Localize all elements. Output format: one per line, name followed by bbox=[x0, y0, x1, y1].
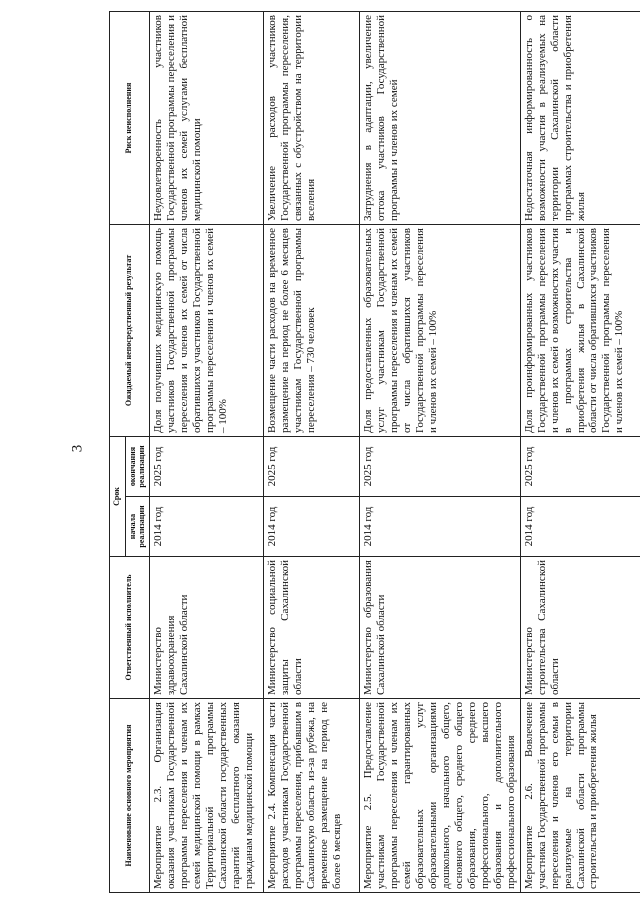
header-start: начала реализации bbox=[126, 497, 150, 557]
row-risks: Недостаточная информированность о возможности участия в реализуемых на территории Сахалинской области программах строительства и приобретения жилья bbox=[520, 12, 640, 225]
row-risks: Неудовлетворенность участников Государственной программы переселения и членов их семей услугами бесплатной медицинской помощи bbox=[150, 12, 264, 225]
rotated-table-wrapper bbox=[109, 12, 626, 893]
row-result: Доля проинформированных участников Государственной программы переселения и членов их семей о возможностях участия в программах строительства и приобретения жилья в Сахалинской области от числа обратившихся участников Государственной программы переселения и членов их семей – 100% bbox=[520, 225, 640, 437]
row-name: Мероприятие 2.6. Вовлечение участника Государственной программы переселения и членов его семьи в реализуемые на территории Сахалинской области программы строительства и приобретения жилья bbox=[520, 699, 640, 893]
table-row bbox=[360, 12, 521, 893]
header-name: Наименование основного мероприятия bbox=[110, 699, 150, 893]
row-end: 2025 год bbox=[264, 437, 360, 497]
row-executor: Министерство строительства Сахалинской области bbox=[520, 557, 640, 699]
row-end: 2025 год bbox=[360, 437, 521, 497]
row-start: 2014 год bbox=[150, 497, 264, 557]
row-name: Мероприятие 2.4. Компенсация части расходов участникам Государственной программы переселения, прибывшим в Сахалинскую область из-за рубежа, на временное размещение на период не более 6 месяцев bbox=[264, 699, 360, 893]
page-number: 3 bbox=[69, 444, 86, 453]
row-name: Мероприятие 2.5. Предоставление участникам Государственной программы переселения и членам их семей гарантированных образовательных услуг образовательными организациями дошкольного, начального общего, основного общего, среднего общего образования, среднего профессионального, высшего образования и дополнительного профессионального образования bbox=[360, 699, 521, 893]
row-result: Доля предоставленных образовательных услуг участникам Государственной программы переселения и членам их семей от числа обратившихся участников Государственной программы переселения и членов их семей – 100% bbox=[360, 225, 521, 437]
measures-table bbox=[109, 11, 640, 893]
header-result: Ожидаемый непосредственный результат bbox=[110, 225, 150, 437]
row-risks: Затруднения в адаптации, увеличение оттока участников Государственной программы и членов их семей bbox=[360, 12, 521, 225]
table-row bbox=[150, 12, 264, 893]
row-start: 2014 год bbox=[360, 497, 521, 557]
row-risks: Увеличение расходов участников Государственной программы переселения, связанных с обустройством на территории вселения bbox=[264, 12, 360, 225]
row-result: Доля получивших медицинскую помощь участников Государственной программы переселения и членов их семей от числа обратившихся участников Государственной программы переселения и членов их семей – 100% bbox=[150, 225, 264, 437]
row-name: Мероприятие 2.3. Организация оказания участникам Государственной программы переселения и членам их семей медицинской помощи в рамках Территориальной программы Сахалинской области государственных гарантий бесплатного оказания гражданам медицинской помощи bbox=[150, 699, 264, 893]
row-executor: Министерство социальной защиты Сахалинской области bbox=[264, 557, 360, 699]
header-term: Срок bbox=[110, 437, 126, 557]
row-executor: Министерство здравоохранения Сахалинской области bbox=[150, 557, 264, 699]
header-row bbox=[110, 12, 126, 893]
table-row bbox=[520, 12, 640, 893]
row-end: 2025 год bbox=[150, 437, 264, 497]
row-start: 2014 год bbox=[264, 497, 360, 557]
header-executor: Ответственный исполнитель bbox=[110, 557, 150, 699]
table-row bbox=[264, 12, 360, 893]
header-risks: Риск неисполнения bbox=[110, 12, 150, 225]
row-result: Возмещение части расходов на временное размещение на период не более 6 месяцев участникам Государственной программы переселения – 730 человек bbox=[264, 225, 360, 437]
row-start: 2014 год bbox=[520, 497, 640, 557]
header-end: окончания реализации bbox=[126, 437, 150, 497]
row-executor: Министерство образования Сахалинской области bbox=[360, 557, 521, 699]
row-end: 2025 год bbox=[520, 437, 640, 497]
